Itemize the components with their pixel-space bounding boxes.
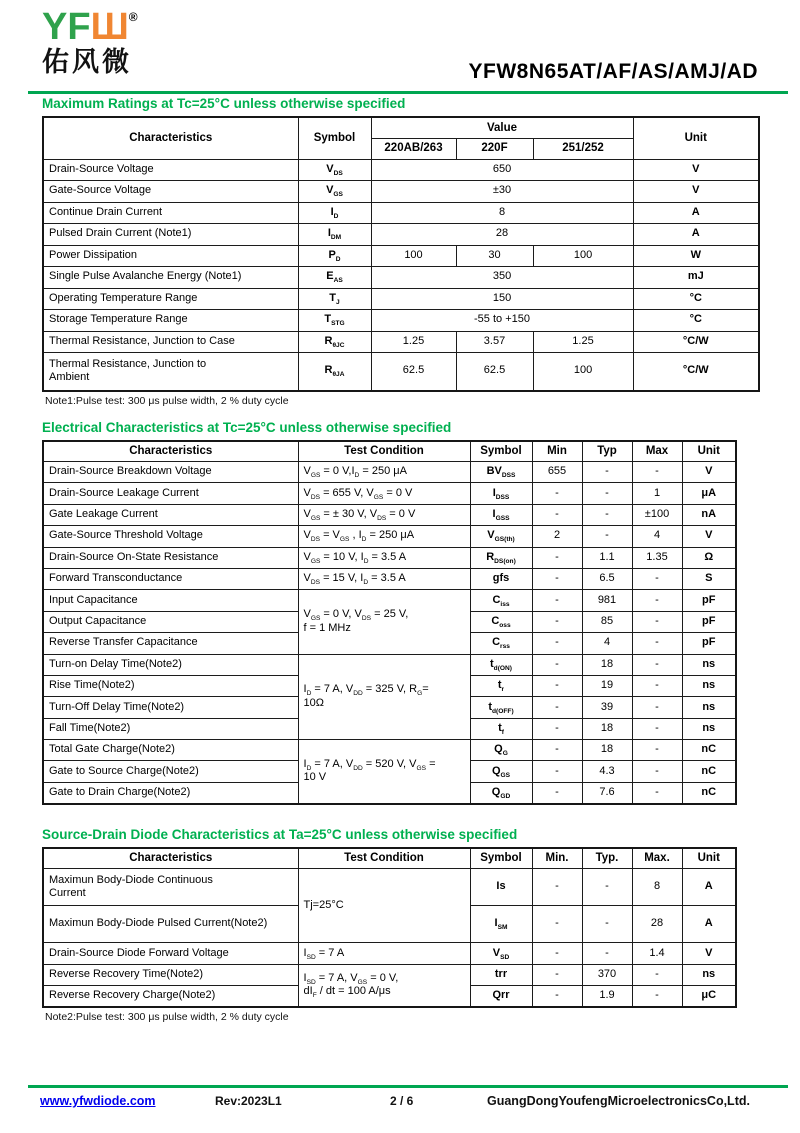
- logo-yf-text: YF: [42, 6, 91, 48]
- typ-cell: 1.9: [582, 986, 632, 1007]
- min-cell: -: [532, 906, 582, 943]
- symbol-cell: $t_r$: [470, 675, 532, 696]
- min-cell: -: [532, 740, 582, 761]
- table-row: [43, 159, 759, 181]
- max-cell: -: [632, 782, 682, 803]
- section-title-max-ratings: Maximum Ratings at Tc=25°C unless otherwise specified: [42, 96, 406, 111]
- min-cell: 2: [532, 526, 582, 547]
- typ-cell: -: [582, 943, 632, 964]
- characteristic-cell: Maximun Body-Diode Pulsed Current(Note2): [43, 906, 298, 943]
- test-condition-cell: $V_{DS} = 655$ V, $V_{GS} = 0$ V: [298, 483, 470, 504]
- unit-cell: V: [633, 159, 759, 181]
- value-cell: 62.5: [371, 353, 456, 391]
- max-cell: -: [632, 964, 682, 985]
- characteristic-cell: Reverse Transfer Capacitance: [43, 633, 298, 654]
- unit-cell: ns: [682, 654, 736, 675]
- table-row: [43, 483, 736, 504]
- value-cell: 350: [371, 267, 633, 289]
- max-cell: -: [632, 654, 682, 675]
- symbol-cell: trr: [470, 964, 532, 985]
- col-header-test-condition: Test Condition: [298, 848, 470, 869]
- test-condition-cell: $V_{DS} = 15$ V, $I_D = 3.5$ A: [298, 568, 470, 589]
- min-cell: 655: [532, 462, 582, 483]
- symbol-cell: $C_{oss}$: [470, 611, 532, 632]
- unit-cell: °C/W: [633, 353, 759, 391]
- unit-cell: nC: [682, 782, 736, 803]
- symbol-cell: $t_{d(OFF)}$: [470, 697, 532, 718]
- characteristic-cell: Gate-Source Voltage: [43, 181, 298, 203]
- unit-cell: A: [682, 869, 736, 906]
- typ-cell: 39: [582, 697, 632, 718]
- symbol-cell: $R_{\theta JA}$: [298, 353, 371, 391]
- characteristic-cell: Drain-Source On-State Resistance: [43, 547, 298, 568]
- unit-cell: μC: [682, 986, 736, 1007]
- symbol-cell: $T_{STG}$: [298, 310, 371, 332]
- characteristic-cell: Forward Transconductance: [43, 568, 298, 589]
- page-footer: [0, 1094, 800, 1114]
- typ-cell: -: [582, 462, 632, 483]
- symbol-cell: $I_{SM}$: [470, 906, 532, 943]
- section-title-electrical: Electrical Characteristics at Tc=25°C unless otherwise specified: [42, 419, 452, 435]
- min-cell: -: [532, 483, 582, 504]
- characteristic-cell: Drain-Source Voltage: [43, 159, 298, 181]
- characteristic-cell: Maximun Body-Diode Continuous Current: [43, 869, 298, 906]
- unit-cell: Ω: [682, 547, 736, 568]
- symbol-cell: $Q_{GD}$: [470, 782, 532, 803]
- table-row: [43, 181, 759, 203]
- characteristic-cell: Input Capacitance: [43, 590, 298, 611]
- typ-cell: -: [582, 504, 632, 525]
- table-row: [43, 590, 736, 611]
- symbol-cell: $V_{SD}$: [470, 943, 532, 964]
- table-row: [43, 526, 736, 547]
- value-cell: 1.25: [533, 331, 633, 353]
- table-row: [43, 245, 759, 267]
- value-cell: 1.25: [371, 331, 456, 353]
- characteristic-cell: Drain-Source Breakdown Voltage: [43, 462, 298, 483]
- typ-cell: 1.1: [582, 547, 632, 568]
- test-condition-cell: $V_{GS} = 0$ V, $V_{DS} = 25$ V, f = 1 MHz: [298, 590, 470, 654]
- min-cell: -: [532, 568, 582, 589]
- table-row: [43, 202, 759, 224]
- table-row: [43, 869, 736, 906]
- col-header-typ: Typ: [582, 441, 632, 462]
- max-cell: 4: [632, 526, 682, 547]
- typ-cell: -: [582, 869, 632, 906]
- min-cell: -: [532, 986, 582, 1007]
- max-cell: 1: [632, 483, 682, 504]
- min-cell: -: [532, 504, 582, 525]
- symbol-cell: Is: [470, 869, 532, 906]
- symbol-cell: $I_{DM}$: [298, 224, 371, 246]
- characteristic-cell: Turn-on Delay Time(Note2): [43, 654, 298, 675]
- unit-cell: °C: [633, 288, 759, 310]
- characteristic-cell: Continue Drain Current: [43, 202, 298, 224]
- col-header-unit: Unit: [633, 117, 759, 159]
- col-header-value: Value: [371, 117, 633, 138]
- registered-trademark-icon: ®: [128, 10, 138, 24]
- max-cell: -: [632, 761, 682, 782]
- unit-cell: μA: [682, 483, 736, 504]
- note-2: Note2:Pulse test: 300 μs pulse width, 2 % duty cycle: [45, 1010, 289, 1023]
- symbol-cell: $P_D$: [298, 245, 371, 267]
- value-cell: 100: [371, 245, 456, 267]
- table-row: [43, 964, 736, 985]
- max-cell: 1.35: [632, 547, 682, 568]
- logo-chinese-name: 佑风微: [42, 47, 132, 77]
- table-row: [43, 568, 736, 589]
- min-cell: -: [532, 718, 582, 739]
- characteristic-cell: Total Gate Charge(Note2): [43, 740, 298, 761]
- unit-cell: pF: [682, 611, 736, 632]
- col-header-max: Max.: [632, 848, 682, 869]
- page-number: 2 / 6: [390, 1094, 414, 1108]
- unit-cell: S: [682, 568, 736, 589]
- characteristic-cell: Drain-Source Diode Forward Voltage: [43, 943, 298, 964]
- table-row: [43, 353, 759, 391]
- typ-cell: 7.6: [582, 782, 632, 803]
- min-cell: -: [532, 611, 582, 632]
- characteristic-cell: Gate to Source Charge(Note2): [43, 761, 298, 782]
- typ-cell: -: [582, 906, 632, 943]
- min-cell: -: [532, 964, 582, 985]
- symbol-cell: $C_{iss}$: [470, 590, 532, 611]
- symbol-cell: $t_f$: [470, 718, 532, 739]
- table-row: [43, 331, 759, 353]
- characteristic-cell: Gate-Source Threshold Voltage: [43, 526, 298, 547]
- characteristic-cell: Thermal Resistance, Junction to Case: [43, 331, 298, 353]
- symbol-cell: $E_{AS}$: [298, 267, 371, 289]
- source-drain-diode-table: [42, 847, 737, 1008]
- symbol-cell: $t_{d(ON)}$: [470, 654, 532, 675]
- section-title-diode: Source-Drain Diode Characteristics at Ta=25°C unless otherwise specified: [42, 826, 518, 842]
- table-row: [43, 224, 759, 246]
- test-condition-cell: $I_D = 7$ A, $V_{DD} = 520$ V, $V_{GS}$ = 10 V: [298, 740, 470, 804]
- max-ratings-table: [42, 116, 760, 392]
- characteristic-cell: Storage Temperature Range: [43, 310, 298, 332]
- symbol-cell: $R_{\theta JC}$: [298, 331, 371, 353]
- table-row: [43, 547, 736, 568]
- test-condition-cell: $I_{SD} = 7$ A, $V_{GS} = 0$ V, $dI_F$ / dt = 100 A/μs: [298, 964, 470, 1007]
- table-row: [43, 504, 736, 525]
- test-condition-cell: $V_{GS} = 10$ V, $I_D = 3.5$ A: [298, 547, 470, 568]
- unit-cell: nA: [682, 504, 736, 525]
- col-header-symbol: Symbol: [470, 441, 532, 462]
- test-condition-cell: $V_{GS} = 0$ $V,I_D = 250$ μA: [298, 462, 470, 483]
- max-cell: ±100: [632, 504, 682, 525]
- col-header-unit: Unit: [682, 441, 736, 462]
- value-cell: 30: [456, 245, 533, 267]
- table-header-row: [43, 117, 759, 138]
- logo-wordmark-icon: [42, 8, 138, 46]
- unit-cell: V: [633, 181, 759, 203]
- typ-cell: -: [582, 483, 632, 504]
- typ-cell: 18: [582, 718, 632, 739]
- characteristic-cell: Turn-Off Delay Time(Note2): [43, 697, 298, 718]
- unit-cell: nC: [682, 740, 736, 761]
- test-condition-cell: $V_{GS}$ = ± 30 V, $V_{DS} = 0$ V: [298, 504, 470, 525]
- characteristic-cell: Thermal Resistance, Junction to Ambient: [43, 353, 298, 391]
- table-row: [43, 654, 736, 675]
- min-cell: -: [532, 761, 582, 782]
- max-cell: -: [632, 675, 682, 696]
- max-cell: -: [632, 462, 682, 483]
- symbol-cell: $Q_G$: [470, 740, 532, 761]
- min-cell: -: [532, 633, 582, 654]
- characteristic-cell: Power Dissipation: [43, 245, 298, 267]
- max-cell: -: [632, 590, 682, 611]
- max-cell: -: [632, 740, 682, 761]
- symbol-cell: $T_J$: [298, 288, 371, 310]
- symbol-cell: $V_{GS}$: [298, 181, 371, 203]
- symbol-cell: gfs: [470, 568, 532, 589]
- unit-cell: pF: [682, 590, 736, 611]
- col-header-test-condition: Test Condition: [298, 441, 470, 462]
- characteristic-cell: Pulsed Drain Current (Note1): [43, 224, 298, 246]
- min-cell: -: [532, 654, 582, 675]
- characteristic-cell: Output Capacitance: [43, 611, 298, 632]
- symbol-cell: Qrr: [470, 986, 532, 1007]
- typ-cell: 370: [582, 964, 632, 985]
- table-header-row: [43, 848, 736, 869]
- unit-cell: V: [682, 943, 736, 964]
- note-1: Note1:Pulse test: 300 μs pulse width, 2 % duty cycle: [45, 394, 289, 407]
- symbol-cell: $I_D$: [298, 202, 371, 224]
- max-cell: 8: [632, 869, 682, 906]
- symbol-cell: $V_{GS(th)}$: [470, 526, 532, 547]
- symbol-cell: $I_{DSS}$: [470, 483, 532, 504]
- logo-w-mark-icon: Ш: [90, 6, 129, 48]
- table-row: [43, 267, 759, 289]
- typ-cell: -: [582, 526, 632, 547]
- col-subheader-package: 251/252: [533, 138, 633, 159]
- min-cell: -: [532, 675, 582, 696]
- typ-cell: 19: [582, 675, 632, 696]
- characteristic-cell: Operating Temperature Range: [43, 288, 298, 310]
- min-cell: -: [532, 782, 582, 803]
- typ-cell: 18: [582, 740, 632, 761]
- test-condition-cell: $I_{SD} = 7$ A: [298, 943, 470, 964]
- col-header-min: Min.: [532, 848, 582, 869]
- value-cell: 100: [533, 245, 633, 267]
- characteristic-cell: Drain-Source Leakage Current: [43, 483, 298, 504]
- table-row: [43, 943, 736, 964]
- unit-cell: °C/W: [633, 331, 759, 353]
- col-subheader-package: 220F: [456, 138, 533, 159]
- min-cell: -: [532, 697, 582, 718]
- part-number-title: YFW8N65AT/AF/AS/AMJ/AD: [468, 60, 758, 83]
- unit-cell: °C: [633, 310, 759, 332]
- symbol-cell: $C_{rss}$: [470, 633, 532, 654]
- value-cell: -55 to +150: [371, 310, 633, 332]
- revision-label: Rev:2023L1: [215, 1094, 282, 1108]
- col-header-typ: Typ.: [582, 848, 632, 869]
- table-row: [43, 310, 759, 332]
- characteristic-cell: Gate to Drain Charge(Note2): [43, 782, 298, 803]
- header-rule: [28, 91, 788, 94]
- table-row: [43, 462, 736, 483]
- col-header-characteristics: Characteristics: [43, 441, 298, 462]
- min-cell: -: [532, 869, 582, 906]
- min-cell: -: [532, 590, 582, 611]
- col-header-unit: Unit: [682, 848, 736, 869]
- symbol-cell: $R_{DS(on)}$: [470, 547, 532, 568]
- characteristic-cell: Reverse Recovery Charge(Note2): [43, 986, 298, 1007]
- unit-cell: ns: [682, 718, 736, 739]
- test-condition-cell: $V_{DS} = V_{GS}$ , $I_D = 250$ μA: [298, 526, 470, 547]
- typ-cell: 981: [582, 590, 632, 611]
- unit-cell: A: [633, 202, 759, 224]
- min-cell: -: [532, 547, 582, 568]
- unit-cell: A: [633, 224, 759, 246]
- website-link[interactable]: www.yfwdiode.com: [40, 1094, 156, 1108]
- value-cell: 150: [371, 288, 633, 310]
- max-cell: -: [632, 633, 682, 654]
- company-name: GuangDongYoufengMicroelectronicsCo,Ltd.: [487, 1094, 750, 1108]
- typ-cell: 6.5: [582, 568, 632, 589]
- typ-cell: 85: [582, 611, 632, 632]
- characteristic-cell: Gate Leakage Current: [43, 504, 298, 525]
- max-cell: -: [632, 568, 682, 589]
- col-header-characteristics: Characteristics: [43, 848, 298, 869]
- unit-cell: nC: [682, 761, 736, 782]
- max-cell: 28: [632, 906, 682, 943]
- value-cell: 62.5: [456, 353, 533, 391]
- value-cell: 3.57: [456, 331, 533, 353]
- col-subheader-package: 220AB/263: [371, 138, 456, 159]
- unit-cell: V: [682, 462, 736, 483]
- col-header-max: Max: [632, 441, 682, 462]
- max-cell: -: [632, 986, 682, 1007]
- min-cell: -: [532, 943, 582, 964]
- unit-cell: ns: [682, 964, 736, 985]
- value-cell: 28: [371, 224, 633, 246]
- characteristic-cell: Reverse Recovery Time(Note2): [43, 964, 298, 985]
- company-logo: [42, 8, 138, 76]
- typ-cell: 4: [582, 633, 632, 654]
- page-content: [42, 96, 758, 1023]
- unit-cell: ns: [682, 675, 736, 696]
- table-row: [43, 288, 759, 310]
- value-cell: 650: [371, 159, 633, 181]
- max-cell: -: [632, 718, 682, 739]
- col-header-symbol: Symbol: [298, 117, 371, 159]
- characteristic-cell: Rise Time(Note2): [43, 675, 298, 696]
- max-cell: -: [632, 697, 682, 718]
- unit-cell: ns: [682, 697, 736, 718]
- test-condition-cell: Tj=25°C: [298, 869, 470, 943]
- unit-cell: A: [682, 906, 736, 943]
- value-cell: ±30: [371, 181, 633, 203]
- unit-cell: mJ: [633, 267, 759, 289]
- test-condition-cell: $I_D = 7$ A, $V_{DD} = 325$ V, $R_G=$ 10Ω: [298, 654, 470, 740]
- max-cell: 1.4: [632, 943, 682, 964]
- unit-cell: W: [633, 245, 759, 267]
- col-header-characteristics: Characteristics: [43, 117, 298, 159]
- table-header-row: [43, 441, 736, 462]
- symbol-cell: $V_{DS}$: [298, 159, 371, 181]
- unit-cell: V: [682, 526, 736, 547]
- footer-rule: [28, 1085, 788, 1088]
- characteristic-cell: Single Pulse Avalanche Energy (Note1): [43, 267, 298, 289]
- max-cell: -: [632, 611, 682, 632]
- symbol-cell: $BV_{DSS}$: [470, 462, 532, 483]
- symbol-cell: $I_{GSS}$: [470, 504, 532, 525]
- typ-cell: 18: [582, 654, 632, 675]
- value-cell: 100: [533, 353, 633, 391]
- col-header-symbol: Symbol: [470, 848, 532, 869]
- symbol-cell: $Q_{GS}$: [470, 761, 532, 782]
- electrical-characteristics-table: [42, 440, 737, 805]
- typ-cell: 4.3: [582, 761, 632, 782]
- col-header-min: Min: [532, 441, 582, 462]
- value-cell: 8: [371, 202, 633, 224]
- table-row: [43, 740, 736, 761]
- unit-cell: pF: [682, 633, 736, 654]
- characteristic-cell: Fall Time(Note2): [43, 718, 298, 739]
